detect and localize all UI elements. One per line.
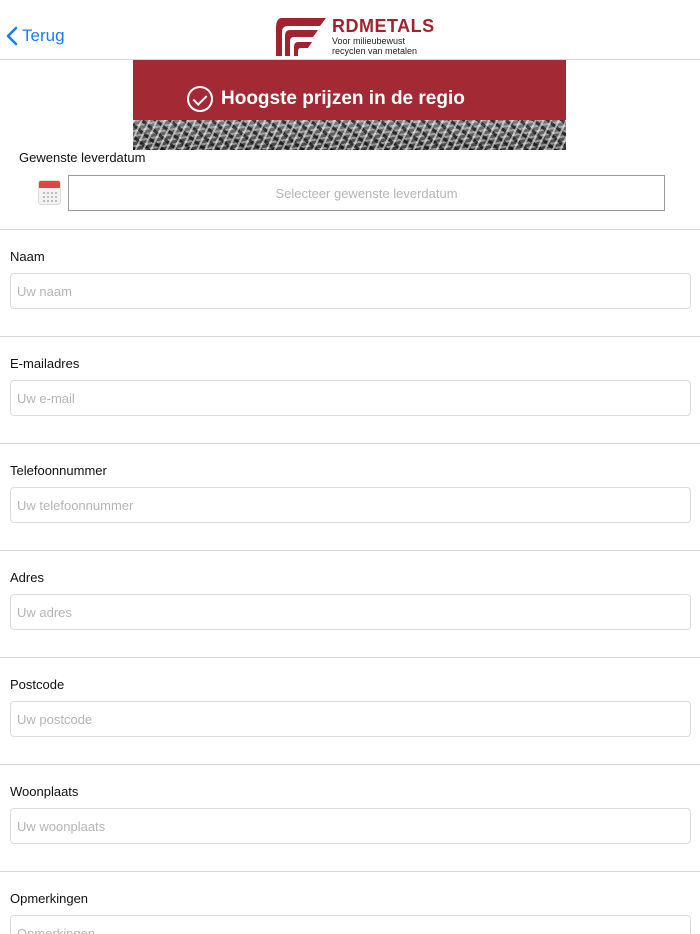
remarks-section bbox=[0, 871, 700, 934]
promo-banner bbox=[133, 60, 566, 150]
city-section bbox=[0, 764, 700, 871]
phone-input[interactable] bbox=[10, 487, 691, 523]
email-input[interactable] bbox=[10, 380, 691, 416]
phone-section bbox=[0, 443, 700, 550]
address-label: Adres bbox=[10, 570, 44, 585]
name-section bbox=[0, 229, 700, 336]
phone-label: Telefoonnummer bbox=[10, 463, 107, 478]
city-label: Woonplaats bbox=[10, 784, 79, 799]
chevron-left-icon bbox=[6, 26, 18, 46]
email-section bbox=[0, 336, 700, 443]
email-label: E-mailadres bbox=[10, 356, 80, 371]
name-input[interactable] bbox=[10, 273, 691, 309]
address-section bbox=[0, 550, 700, 657]
back-label: Terug bbox=[22, 26, 65, 45]
brand-logo bbox=[274, 16, 435, 58]
remarks-label: Opmerkingen bbox=[10, 891, 89, 906]
delivery-date-label: Gewenste leverdatum bbox=[19, 150, 146, 165]
name-label: Naam bbox=[10, 249, 45, 264]
calendar-icon[interactable] bbox=[38, 180, 61, 205]
navigation-bar bbox=[0, 0, 700, 60]
city-input[interactable] bbox=[10, 808, 691, 844]
postcode-section bbox=[0, 657, 700, 764]
logo-mark-icon bbox=[274, 16, 328, 58]
postcode-input[interactable] bbox=[10, 701, 691, 737]
banner-title: Hoogste prijzen in de regio bbox=[221, 88, 465, 109]
back-button[interactable] bbox=[6, 26, 65, 46]
check-circle-icon bbox=[187, 86, 213, 112]
logo-tagline-1: Voor milieubewust bbox=[332, 36, 406, 46]
scrap-metal-image bbox=[133, 120, 566, 150]
postcode-label: Postcode bbox=[10, 677, 65, 692]
logo-name: RDMETALS bbox=[332, 16, 435, 36]
logo-tagline-2: recyclen van metalen bbox=[332, 46, 418, 56]
address-input[interactable] bbox=[10, 594, 691, 630]
delivery-date-picker[interactable]: Selecteer gewenste leverdatum bbox=[68, 175, 665, 211]
remarks-input[interactable] bbox=[10, 915, 691, 934]
